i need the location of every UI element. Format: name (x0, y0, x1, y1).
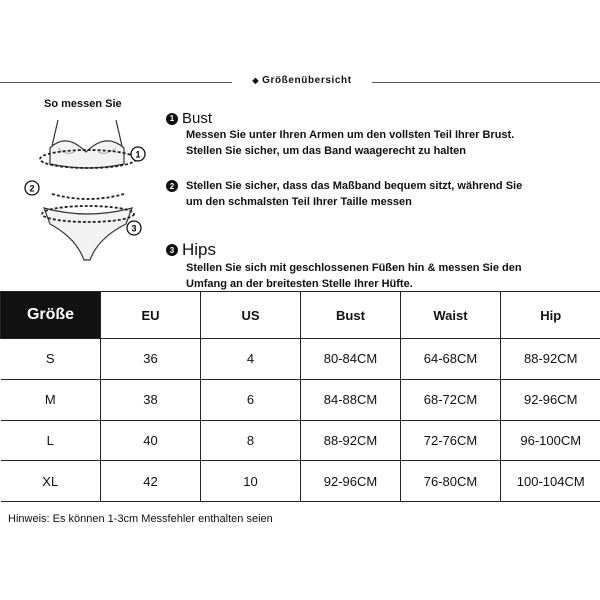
cell-waist: 72-76CM (401, 420, 501, 461)
bikini-illustration (18, 112, 158, 272)
table-row (1, 339, 600, 380)
cell-hip: 96-100CM (501, 420, 600, 461)
header-rule-left (0, 82, 232, 83)
table-row (1, 461, 600, 502)
marker-2: 2 (29, 183, 35, 194)
cell-hip: 100-104CM (501, 461, 600, 502)
hips-instruction-2: Umfang an der breitesten Stelle Ihrer Hüfte. (186, 278, 413, 290)
bust-section (166, 110, 514, 159)
header-eu: EU (101, 292, 201, 339)
cell-hip: 92-96CM (501, 379, 600, 420)
number-3-icon: 3 (166, 244, 178, 256)
cell-size: M (1, 379, 101, 420)
cell-size: S (1, 339, 101, 380)
header-rule-right (372, 82, 600, 83)
bust-title: Bust (182, 110, 213, 127)
cell-hip: 88-92CM (501, 339, 600, 380)
cell-us: 6 (201, 379, 301, 420)
header-us: US (201, 292, 301, 339)
cell-bust: 88-92CM (301, 420, 401, 461)
table-row (1, 379, 600, 420)
cell-eu: 38 (101, 379, 201, 420)
how-to-measure-label: So messen Sie (44, 98, 122, 110)
hips-instruction-1: Stellen Sie sich mit geschlossenen Füßen hin & messen Sie den (186, 262, 522, 274)
cell-bust: 92-96CM (301, 461, 401, 502)
header-waist: Waist (401, 292, 501, 339)
waist-heading (166, 178, 522, 194)
cell-us: 10 (201, 461, 301, 502)
cell-size: XL (1, 461, 101, 502)
waist-band (52, 194, 124, 199)
marker-3: 3 (131, 223, 137, 234)
bust-heading (166, 110, 514, 127)
cell-eu: 42 (101, 461, 201, 502)
header-bust: Bust (301, 292, 401, 339)
bust-instruction-1: Messen Sie unter Ihren Armen um den vollsten Teil Ihrer Brust. (186, 129, 515, 141)
table-row (1, 420, 600, 461)
cell-bust: 80-84CM (301, 339, 401, 380)
hips-heading (166, 240, 522, 260)
cell-us: 8 (201, 420, 301, 461)
cell-waist: 76-80CM (401, 461, 501, 502)
cell-eu: 36 (101, 339, 201, 380)
cell-us: 4 (201, 339, 301, 380)
cell-waist: 64-68CM (401, 339, 501, 380)
cell-size: L (1, 420, 101, 461)
cell-bust: 84-88CM (301, 379, 401, 420)
page-title-text: Größenübersicht (262, 75, 352, 86)
waist-instruction-1: Stellen Sie sicher, dass das Maßband bequem sitzt, während Sie (186, 180, 523, 192)
measurement-note: Hinweis: Es können 1-3cm Messfehler enthalten seien (8, 513, 273, 525)
bikini-bottom (44, 208, 132, 260)
header-size: Größe (1, 292, 101, 339)
diamond-icon: ◆ (252, 76, 260, 85)
cell-eu: 40 (101, 420, 201, 461)
size-table-header (1, 292, 600, 339)
marker-1: 1 (135, 149, 141, 160)
size-table (0, 291, 600, 502)
hips-section (166, 240, 522, 292)
header-hip: Hip (501, 292, 600, 339)
cell-waist: 68-72CM (401, 379, 501, 420)
number-1-icon: 1 (166, 113, 178, 125)
hips-title: Hips (182, 240, 217, 259)
bra-top (50, 141, 124, 168)
waist-instruction-2: um den schmalsten Teil Ihrer Taille messen (186, 196, 412, 208)
waist-section (166, 178, 522, 210)
strap-right (116, 120, 122, 146)
bust-instruction-2: Stellen Sie sicher, um das Band waagerecht zu halten (186, 145, 466, 157)
page-title (226, 75, 378, 86)
number-2-icon: 2 (166, 180, 178, 192)
